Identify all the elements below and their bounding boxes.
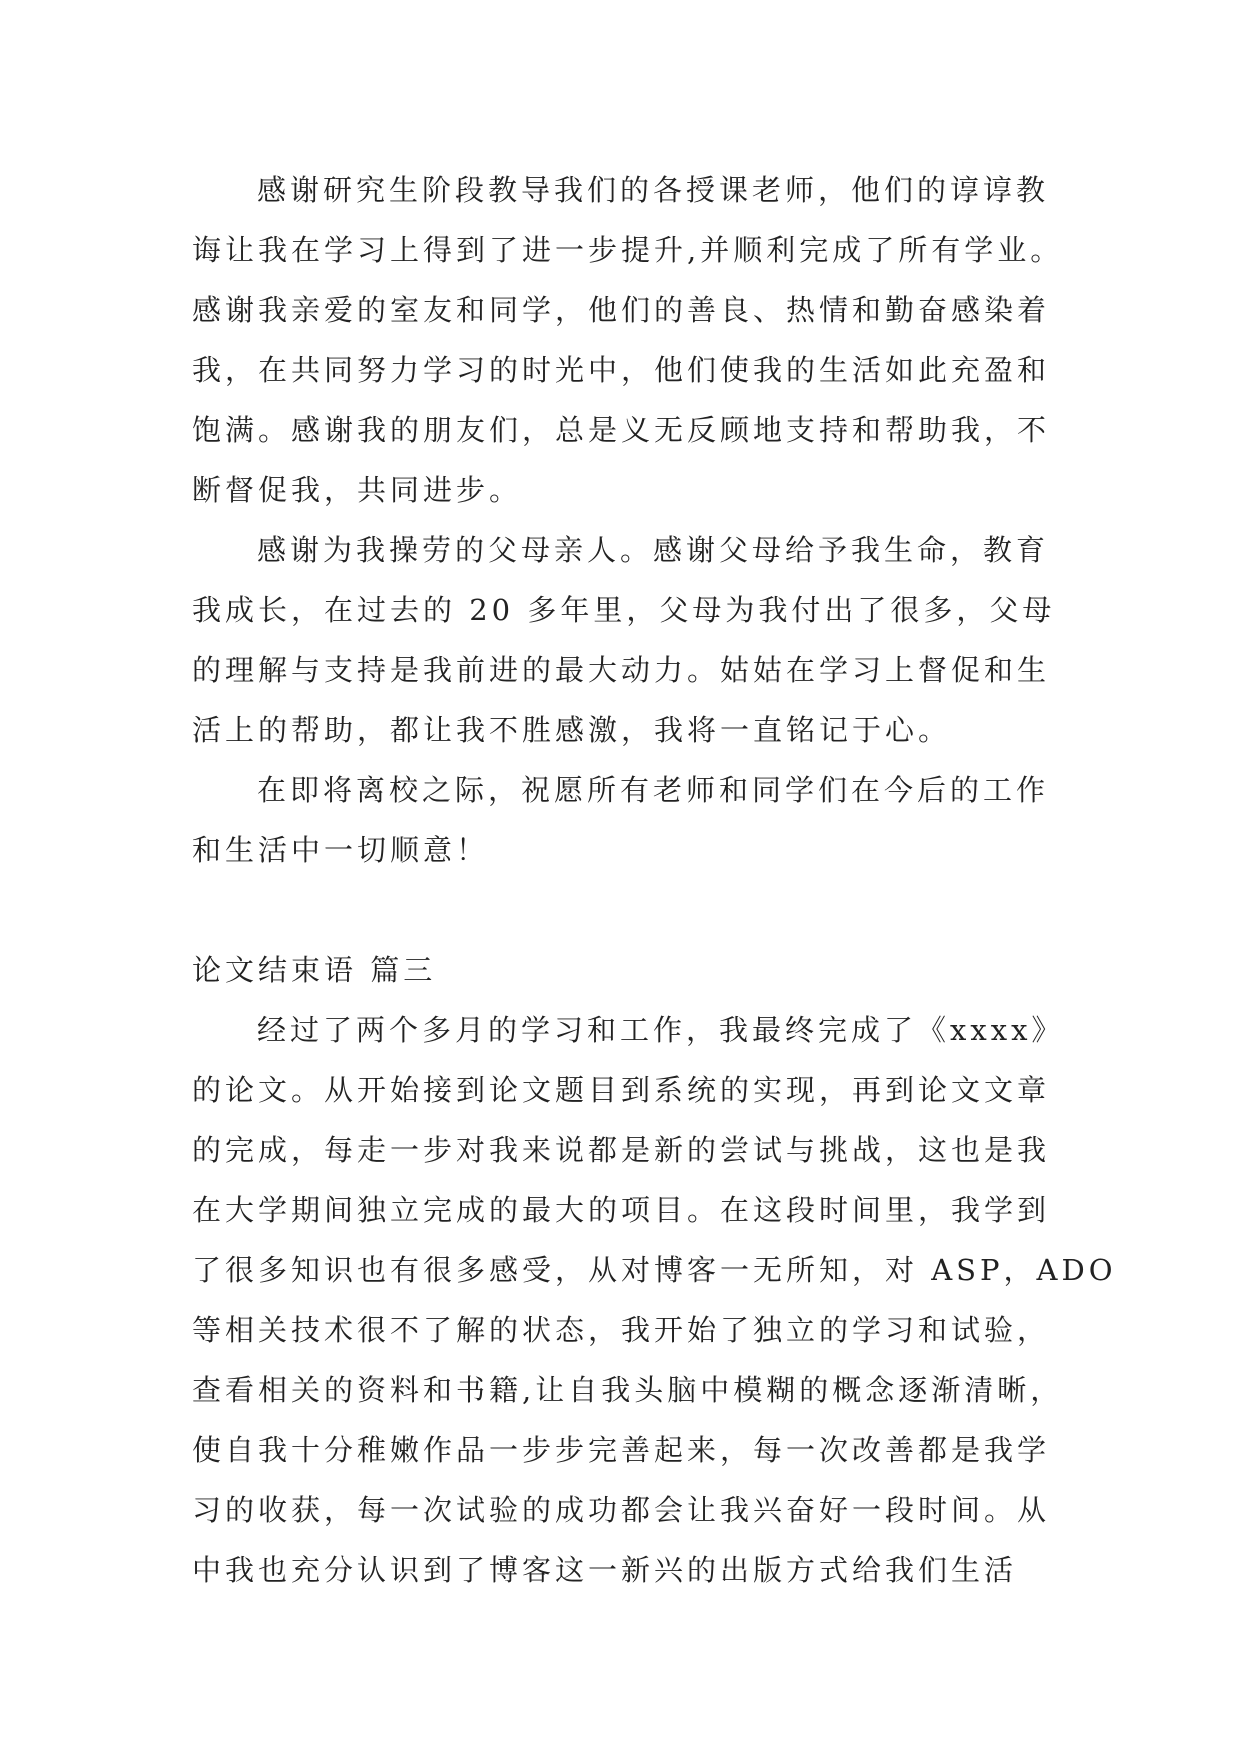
text-line: 感谢为我操劳的父母亲人。感谢父母给予我生命，教育	[257, 533, 1050, 567]
conclusion-paragraph	[192, 1000, 1117, 1600]
text-line: 使自我十分稚嫩作品一步步完善起来，每一次改善都是我学	[192, 1433, 1051, 1467]
text-line: 的论文。从开始接到论文题目到系统的实现，再到论文文章	[192, 1073, 1051, 1107]
text-line: 中我也充分认识到了博客这一新兴的出版方式给我们生活	[192, 1553, 1018, 1587]
farewell-paragraph	[192, 760, 1092, 880]
text-line: 了很多知识也有很多感受，从对博客一无所知，对 ASP，ADO	[192, 1253, 1117, 1287]
text-line: 在即将离校之际，祝愿所有老师和同学们在今后的工作	[257, 773, 1050, 807]
text-line: 在大学期间独立完成的最大的项目。在这段时间里，我学到	[192, 1193, 1051, 1227]
text-line: 经过了两个多月的学习和工作，我最终完成了《xxxx》	[257, 1013, 1065, 1047]
text-line: 活上的帮助，都让我不胜感激，我将一直铭记于心。	[192, 713, 952, 747]
acknowledgement-paragraph-parents	[192, 520, 1092, 760]
text-line: 断督促我，共同进步。	[192, 473, 523, 507]
text-line: 诲让我在学习上得到了进一步提升,并顺利完成了所有学业。	[192, 233, 1064, 267]
section-spacer	[192, 880, 1092, 940]
text-line: 的理解与支持是我前进的最大动力。姑姑在学习上督促和生	[192, 653, 1051, 687]
text-line: 等相关技术很不了解的状态，我开始了独立的学习和试验，	[192, 1313, 1051, 1347]
document-body	[192, 160, 1117, 1600]
text-line: 饱满。感谢我的朋友们，总是义无反顾地支持和帮助我，不	[192, 413, 1051, 447]
text-line: 感谢我亲爱的室友和同学，他们的善良、热情和勤奋感染着	[192, 293, 1051, 327]
text-line: 习的收获，每一次试验的成功都会让我兴奋好一段时间。从	[192, 1493, 1051, 1527]
text-line: 我，在共同努力学习的时光中，他们使我的生活如此充盈和	[192, 353, 1051, 387]
text-line: 的完成，每走一步对我来说都是新的尝试与挑战，这也是我	[192, 1133, 1051, 1167]
text-line: 我成长，在过去的 20 多年里，父母为我付出了很多，父母	[192, 593, 1056, 627]
text-line: 查看相关的资料和书籍,让自我头脑中模糊的概念逐渐清晰，	[192, 1373, 1064, 1407]
section-heading: 论文结束语 篇三	[192, 953, 437, 987]
acknowledgement-paragraph-teachers	[192, 160, 1092, 520]
text-line: 和生活中一切顺意！	[192, 833, 490, 867]
text-line: 感谢研究生阶段教导我们的各授课老师，他们的谆谆教	[257, 173, 1050, 207]
